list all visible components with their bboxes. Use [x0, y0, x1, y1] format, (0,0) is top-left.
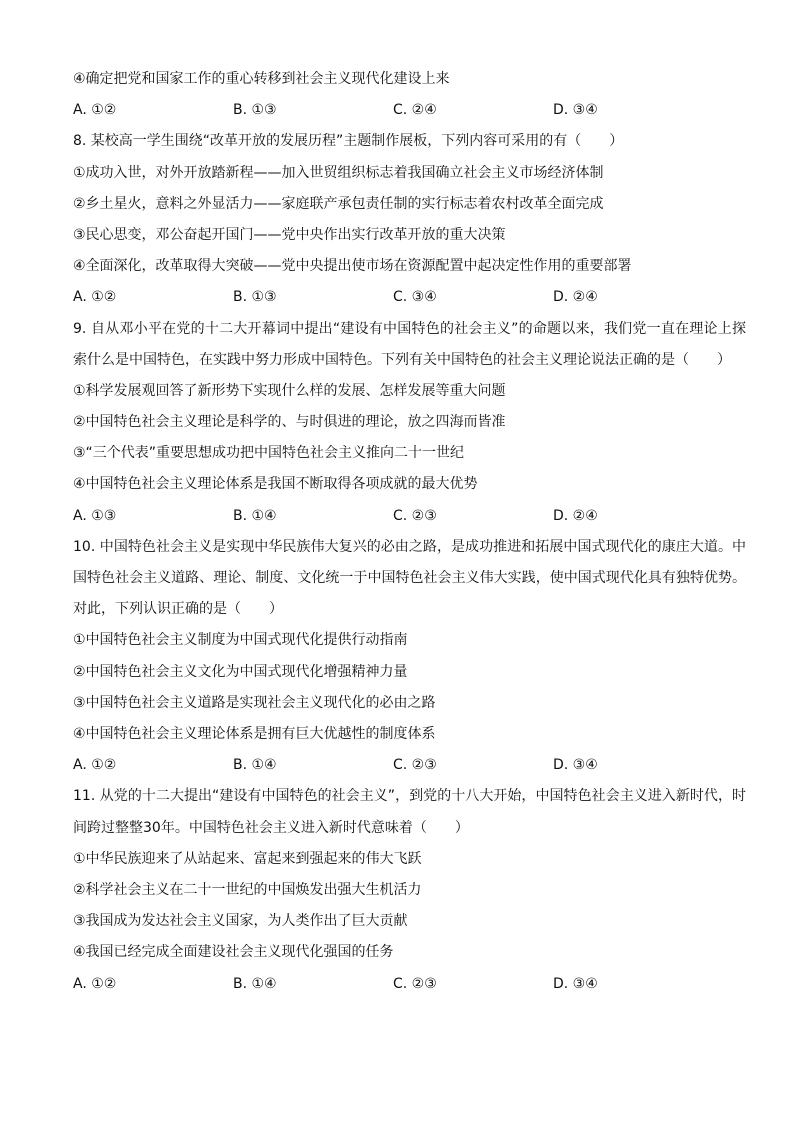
statement: ②科学社会主义在二十一世纪的中国焕发出强大生机活力	[73, 882, 422, 898]
option-c[interactable]: C. ②③	[393, 975, 437, 992]
option-row	[73, 501, 746, 532]
question-8	[73, 126, 746, 313]
option-a[interactable]: A. ①②	[73, 289, 117, 306]
statement: ①中华民族迎来了从站起来、富起来到强起来的伟大飞跃	[73, 850, 422, 867]
statement: ④中国特色社会主义理论体系是拥有巨大优越性的制度体系	[73, 726, 436, 743]
statement: ②中国特色社会主义文化为中国式现代化增强精神力量	[73, 663, 408, 680]
question-stem: 9. 自从邓小平在党的十二大开幕词中提出“建设有中国特色的社会主义”的命题以来，我们党一直在理论上探索什么是中国特色，在实践中努力形成中国特色。下列有关中国特色的社会主义理论说法正确的是（ ）	[73, 320, 746, 368]
option-d[interactable]: D. ③④	[553, 102, 598, 119]
option-b[interactable]: B. ①③	[233, 289, 277, 306]
question-stem: 11. 从党的十二大提出“建设有中国特色的社会主义”，到党的十八大开始，中国特色社会主义进入新时代，时间跨过整整30年。中国特色社会主义进入新时代意味着（ ）	[73, 788, 746, 836]
statement: ①科学发展观回答了新形势下实现什么样的发展、怎样发展等重大问题	[73, 382, 506, 399]
statement: ③中国特色社会主义道路是实现社会主义现代化的必由之路	[73, 694, 436, 711]
option-a[interactable]: A. ①②	[73, 757, 117, 774]
option-a[interactable]: A. ①②	[73, 102, 117, 119]
option-row	[73, 750, 746, 781]
statement: ①中国特色社会主义制度为中国式现代化提供行动指南	[73, 632, 408, 649]
option-a[interactable]: A. ①③	[73, 507, 117, 524]
statement: ③民心思变，邓公奋起开国门——党中央作出实行改革开放的重大决策	[73, 226, 506, 243]
question-10	[73, 532, 746, 782]
option-d[interactable]: D. ②④	[553, 289, 598, 306]
option-d[interactable]: D. ②④	[553, 507, 598, 524]
option-row	[73, 969, 746, 1000]
option-b[interactable]: B. ①④	[233, 507, 277, 524]
option-b[interactable]: B. ①④	[233, 975, 277, 992]
option-c[interactable]: C. ②③	[393, 507, 437, 524]
statement: ①成功入世，对外开放踏新程——加入世贸组织标志着我国确立社会主义市场经济体制	[73, 164, 604, 181]
option-row	[73, 95, 746, 126]
statement: ②中国特色社会主义理论是科学的、与时俱进的理论，放之四海而皆准	[73, 414, 506, 431]
statement: ④中国特色社会主义理论体系是我国不断取得各项成就的最大优势	[73, 476, 478, 493]
question-stem: 8. 某校高一学生围绕“改革开放的发展历程”主题制作展板，下列内容可采用的有（ ）	[73, 133, 624, 150]
option-a[interactable]: A. ①②	[73, 975, 117, 992]
option-c[interactable]: C. ③④	[393, 289, 437, 306]
question-stem: 10. 中国特色社会主义是实现中华民族伟大复兴的必由之路，是成功推进和拓展中国式现代化的康庄大道。中国特色社会主义道路、理论、制度、文化统一于中国特色社会主义伟大实践，使中国式现代化具有独特优势。对此，下列认识正确的是（ ）	[73, 538, 746, 618]
option-b[interactable]: B. ①④	[233, 757, 277, 774]
option-b[interactable]: B. ①③	[233, 102, 277, 119]
question-11	[73, 781, 746, 999]
option-c[interactable]: C. ②④	[393, 102, 437, 119]
statement: ③我国成为发达社会主义国家，为人类作出了巨大贡献	[73, 913, 408, 930]
option-row	[73, 282, 746, 313]
option-d[interactable]: D. ③④	[553, 975, 598, 992]
option-d[interactable]: D. ③④	[553, 757, 598, 774]
statement: ④确定把党和国家工作的重心转移到社会主义现代化建设上来	[73, 71, 450, 87]
statement: ③“三个代表”重要思想成功把中国特色社会主义推向二十一世纪	[73, 445, 465, 462]
option-c[interactable]: C. ②③	[393, 757, 437, 774]
statement: ④全面深化，改革取得大突破——党中央提出使市场在资源配置中起决定性作用的重要部署	[73, 258, 632, 275]
statement: ②乡土星火，意料之外显活力——家庭联产承包责任制的实行标志着农村改革全面完成	[73, 195, 604, 212]
question-9	[73, 314, 746, 532]
statement: ④我国已经完成全面建设社会主义现代化强国的任务	[73, 944, 394, 961]
